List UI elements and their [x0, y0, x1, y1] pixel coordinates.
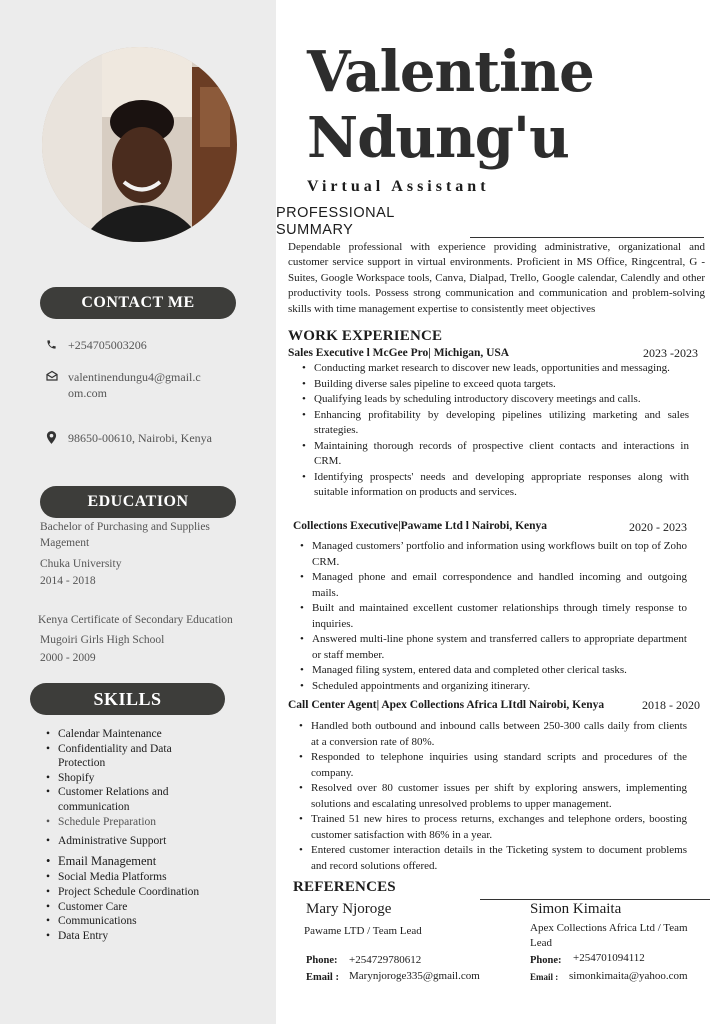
- reference-name-1: Mary Njoroge: [306, 901, 392, 917]
- job-heading-3: Call Center Agent| Apex Collections Africa LItdl Nairobi, Kenya: [288, 699, 605, 711]
- phone-icon: [46, 337, 68, 354]
- summary-title-line2: SUMMARY: [276, 222, 354, 238]
- name-last: Ndung'u: [307, 105, 569, 171]
- job-bullet: • Handled both outbound and inbound calls between 250-300 calls daily from clients at a conversion rate of 80%.: [299, 719, 687, 750]
- reference-phone-label-2: Phone:: [530, 955, 562, 966]
- job-heading-2: Collections Executive|Pawame Ltd l Nairobi, Kenya: [293, 520, 548, 532]
- education-years-2: 2000 - 2009: [40, 652, 96, 664]
- job-bullet: • Maintaining thorough records of prospective client contacts and interactions in CRM.: [302, 439, 689, 470]
- skills-list: [46, 727, 216, 943]
- name-first: Valentine: [307, 39, 594, 105]
- education-school-1: Chuka University: [40, 558, 122, 570]
- job-dates-2: 2020 - 2023: [629, 520, 687, 534]
- job-bullet: • Qualifying leads by scheduling introductory discovery meetings and calls.: [302, 392, 689, 408]
- skill-item: • Calendar Maintenance: [46, 727, 216, 742]
- sidebar: [0, 0, 276, 1024]
- job-bullet: • Responded to telephone inquiries using standard scripts and procedures of the company.: [299, 750, 687, 781]
- candidate-name: [307, 39, 594, 171]
- references-divider: [480, 899, 710, 900]
- reference-email-label-1: Email :: [306, 972, 339, 983]
- phone-text[interactable]: +254705003206: [68, 338, 147, 352]
- job-bullet: • Scheduled appointments and organizing itinerary.: [300, 679, 687, 695]
- job-bullets-3: [299, 719, 687, 874]
- skill-item: • Project Schedule Coordination: [46, 885, 216, 900]
- job-bullet: • Built and maintained excellent customer relationships through timely response to inquiries.: [300, 601, 687, 632]
- summary-text: Dependable professional with experience providing administrative, organizational and customer service support in virtual environments. Proficient in MS Office, Ringcentral, G - Suites, Google Workspace tools, Canva, Dialpad, Trello, Google calendar, Calendly and other productivity tools. Possess strong communication and communication and problem-solving skills with time management expertise to consistently meet objectives: [288, 241, 705, 315]
- job-bullet: • Managed filing system, entered data and completed other clerical tasks.: [300, 663, 687, 679]
- reference-phone-1[interactable]: +254729780612: [349, 954, 422, 966]
- job-bullet: • Trained 51 new hires to process returns, exchanges and telephone orders, boosting customer satisfaction with 86% in a year.: [299, 812, 687, 843]
- reference-email-2[interactable]: simonkimaita@yahoo.com: [569, 970, 688, 982]
- address-text: 98650-00610, Nairobi, Kenya: [68, 431, 212, 445]
- skill-item: • Shopify: [46, 771, 216, 786]
- candidate-role: Virtual Assistant: [307, 178, 490, 195]
- job-dates-1: 2023 -2023: [643, 346, 698, 360]
- education-degree-1: Bachelor of Purchasing and Supplies Magement: [40, 521, 210, 549]
- summary-divider: [470, 237, 704, 238]
- skill-item: • Email Management: [46, 854, 216, 869]
- skill-item: • Customer Relations and communication: [46, 785, 216, 814]
- location-pin-icon: [46, 430, 68, 448]
- job-bullet: • Enhancing profitability by developing pipelines utilizing marketing and sales strategies.: [302, 408, 689, 439]
- summary-title-line1: PROFESSIONAL: [276, 205, 395, 221]
- job-bullet: • Managed phone and email correspondence and handled incoming and outgoing mails.: [300, 570, 687, 601]
- education-years-1: 2014 - 2018: [40, 575, 96, 587]
- job-heading-1: Sales Executive l McGee Pro| Michigan, USA: [288, 347, 510, 359]
- reference-position-1: Pawame LTD / Team Lead: [304, 925, 422, 937]
- education-degree-2: Kenya Certificate of Secondary Education: [38, 614, 233, 626]
- reference-phone-2[interactable]: +254701094112: [573, 952, 645, 964]
- profile-photo-illustration: [42, 47, 237, 242]
- email-text[interactable]: valentinendungu4@gmail.c om.com: [68, 370, 201, 400]
- references-title: REFERENCES: [293, 879, 396, 895]
- skill-item: • Communications: [46, 914, 216, 929]
- job-bullets-2: [300, 539, 687, 694]
- skill-item: • Data Entry: [46, 929, 216, 944]
- contact-section-title: CONTACT ME: [40, 287, 236, 319]
- skill-item: • Schedule Preparation: [46, 815, 216, 830]
- skill-item: • Customer Care: [46, 900, 216, 915]
- job-bullet: • Managed customers’ portfolio and information using workflows built on top of Zoho CRM.: [300, 539, 687, 570]
- skill-item: • Administrative Support: [46, 834, 216, 849]
- job-bullet: • Identifying prospects' needs and developing appropriate responses along with suitable information on products and services.: [302, 470, 689, 501]
- reference-position-2: Apex Collections Africa Ltd / Team Lead: [530, 922, 688, 949]
- job-bullet: • Conducting market research to discover new leads, opportunities and messaging.: [302, 361, 689, 377]
- education-school-2: Mugoiri Girls High School: [40, 634, 165, 646]
- skill-item: • Social Media Platforms: [46, 870, 216, 885]
- reference-email-1[interactable]: Marynjoroge335@gmail.com: [349, 970, 480, 982]
- job-dates-3: 2018 - 2020: [642, 698, 700, 712]
- skill-item: • Confidentiality and Data Protection: [46, 742, 216, 771]
- summary-title: [276, 205, 395, 239]
- reference-phone-label-1: Phone:: [306, 955, 338, 966]
- work-experience-title: WORK EXPERIENCE: [288, 328, 443, 344]
- job-bullet: • Answered multi-line phone system and transferred callers to appropriate department or staff member.: [300, 632, 687, 663]
- job-bullet: • Entered customer interaction details in the Ticketing system to document problems and record solutions offered.: [299, 843, 687, 874]
- job-bullet: • Resolved over 80 customer issues per shift by exploring answers, implementing solutions and escalating unresolved problems to upper management.: [299, 781, 687, 812]
- envelope-icon: [46, 369, 68, 401]
- contact-email: [46, 369, 218, 401]
- job-bullet: • Building diverse sales pipeline to exceed quota targets.: [302, 377, 689, 393]
- contact-address: [46, 430, 218, 448]
- job-bullets-1: [302, 361, 689, 501]
- reference-name-2: Simon Kimaita: [530, 901, 622, 917]
- profile-photo: [42, 47, 237, 242]
- education-section-title: EDUCATION: [40, 486, 236, 518]
- reference-email-label-2: Email :: [530, 972, 559, 982]
- contact-phone: [46, 337, 218, 354]
- skills-section-title: SKILLS: [30, 683, 225, 715]
